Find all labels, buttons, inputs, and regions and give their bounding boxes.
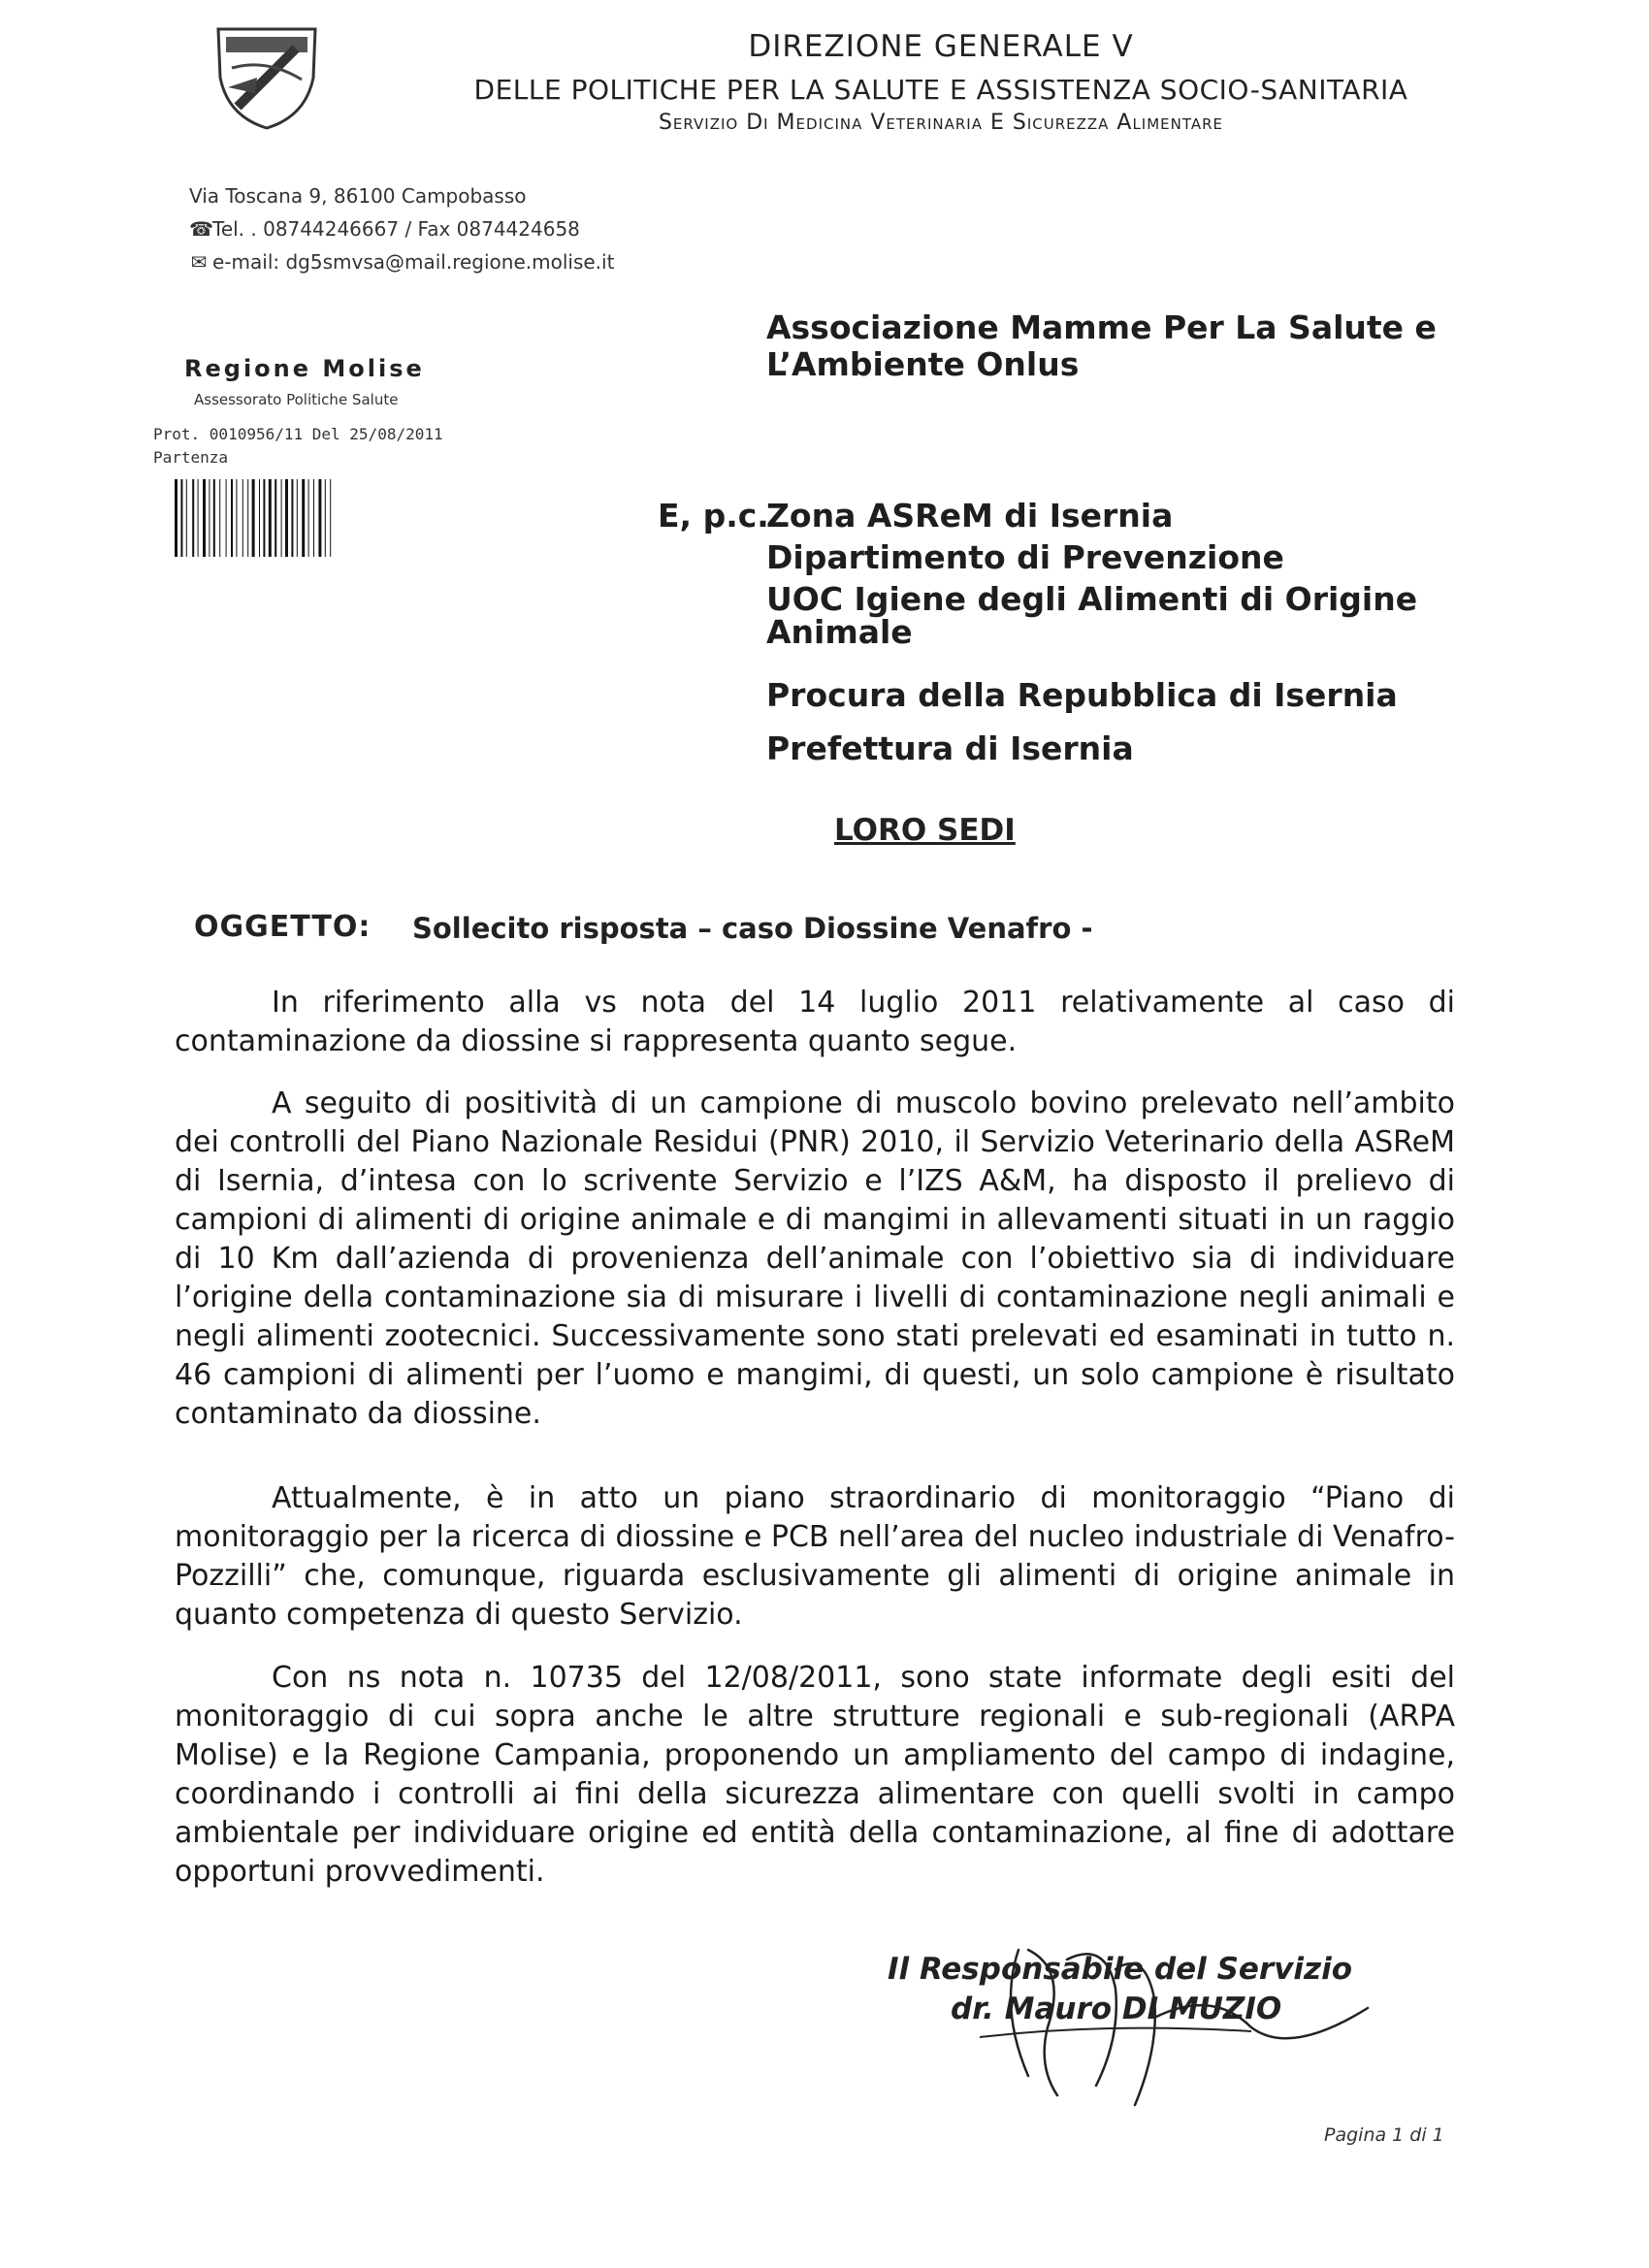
barcode-bar: [247, 479, 248, 557]
barcode-bar: [291, 479, 293, 557]
body-paragraph-3-text: Attualmente, è in atto un piano straordinario di monitoraggio “Piano di monitoraggio per la ricerca di diossine e PCB nell’area del nucleo industriale di Venafro-Pozzilli” che, comunque, riguarda esclusivamente gli alimenti di origine animale in quanto competenza di questo Servizio.: [175, 1481, 1455, 1632]
body-paragraph-4-text: Con ns nota n. 10735 del 12/08/2011, sono state informate degli esiti del monitoraggio di cui sopra anche le altre strutture regionali e sub-regionali (ARPA Molise) e la Regione Campania, proponendo un ampliamento del campo di indagine, coordinando i controlli ai fini della sicurezza alimentare con quelli svolti in campo ambientale per individuare origine ed entità della contaminazione, al fine di adottare opportuni provvedimenti.: [175, 1661, 1455, 1889]
barcode-bar: [209, 479, 210, 557]
page-number: Pagina 1 di 1: [1324, 2124, 1444, 2146]
header-line-1: DIREZIONE GENERALE V: [748, 29, 1134, 64]
regione-molise-crest-icon: [199, 19, 335, 134]
stamp-direction: Partenza: [153, 448, 229, 467]
subject-label: OGGETTO:: [194, 910, 372, 944]
recipient-cc1-line-3: UOC Igiene degli Alimenti di Origine: [766, 580, 1418, 618]
barcode: [173, 479, 454, 557]
body-paragraph-1: [175, 984, 1455, 1061]
address-street: Via Toscana 9, 86100 Campobasso: [189, 184, 527, 208]
address-phone-text: Tel. . 08744246667 / Fax 0874424658: [212, 217, 580, 241]
address-email-text: e-mail: dg5smvsa@mail.regione.molise.it: [212, 250, 615, 274]
recipient-primary-line-2: L’Ambiente Onlus: [766, 345, 1080, 383]
barcode-bar: [175, 479, 178, 557]
stamp-title: Regione Molise: [184, 355, 425, 382]
barcode-bar: [219, 479, 220, 557]
subject-text: Sollecito risposta – caso Diossine Venafro -: [412, 912, 1093, 945]
barcode-bar: [263, 479, 265, 557]
barcode-bar: [192, 479, 194, 557]
body-paragraph-2: [175, 1085, 1455, 1434]
barcode-bar: [198, 479, 199, 557]
barcode-bar: [252, 479, 255, 557]
barcode-bar: [325, 479, 326, 557]
loro-sedi: LORO SEDI: [834, 813, 1016, 848]
barcode-bar: [308, 479, 309, 557]
barcode-bar: [318, 479, 321, 557]
recipient-primary-line-1: Associazione Mamme Per La Salute e: [766, 308, 1437, 346]
address-phone: [189, 217, 580, 241]
barcode-bar: [213, 479, 215, 557]
signature-role: Il Responsabile del Servizio: [888, 1952, 1353, 1987]
signature-name: dr. Mauro DI MUZIO: [951, 1992, 1282, 2026]
handwritten-signature: [960, 1930, 1377, 2115]
barcode-bar: [226, 479, 227, 557]
phone-icon: ☎: [189, 217, 213, 241]
barcode-bar: [269, 479, 272, 557]
barcode-bar: [180, 479, 182, 557]
body-paragraph-1-text: In riferimento alla vs nota del 14 luglio 2011 relativamente al caso di contaminazione da diossine si rappresenta quanto segue.: [175, 986, 1455, 1058]
recipient-cc1-line-1: Zona ASReM di Isernia: [766, 497, 1174, 535]
barcode-bar: [231, 479, 233, 557]
address-email: [189, 250, 614, 274]
header-line-3: Servizio Di Medicina Veterinaria E Sicurezza Alimentare: [658, 111, 1224, 135]
email-icon: ✉: [190, 250, 208, 274]
recipient-cc1-line-2: Dipartimento di Prevenzione: [766, 538, 1284, 576]
barcode-bar: [285, 479, 288, 557]
recipient-cc3: Prefettura di Isernia: [766, 729, 1134, 767]
barcode-bar: [186, 479, 187, 557]
barcode-bar: [297, 479, 298, 557]
body-paragraph-2-text: A seguito di positività di un campione di muscolo bovino prelevato nell’ambito dei controlli del Piano Nazionale Residui (PNR) 2010, il Servizio Veterinario della ASReM di Isernia, d’intesa con lo scrivente Servizio e l’IZS A&M, ha disposto il prelievo di campioni di alimenti di origine animale e di mangimi in allevamenti situati in un raggio di 10 Km dall’azienda di provenienza dell’animale con l’obiettivo sia di individuare l’origine della contaminazione sia di misurare i livelli di contaminazione negli animali e negli alimenti zootecnici. Successivamente sono stati prelevati ed esaminati in tutto n. 46 campioni di alimenti per l’uomo e mangimi, di questi, un solo campione è risultato contaminato da diossine.: [175, 1086, 1455, 1431]
barcode-bar: [302, 479, 305, 557]
recipient-cc1-line-4: Animale: [766, 613, 913, 651]
barcode-bar: [203, 479, 206, 557]
barcode-bar: [242, 479, 243, 557]
barcode-bar: [281, 479, 282, 557]
body-paragraph-3: [175, 1479, 1455, 1635]
barcode-bar: [275, 479, 276, 557]
stamp-subtitle: Assessorato Politiche Salute: [194, 391, 399, 408]
recipient-cc2: Procura della Repubblica di Isernia: [766, 676, 1398, 714]
barcode-bar: [236, 479, 237, 557]
cc-label: E, p.c.: [658, 497, 769, 535]
barcode-bar: [330, 479, 331, 557]
stamp-protocol: Prot. 0010956/11 Del 25/08/2011: [153, 425, 443, 443]
body-paragraph-4: [175, 1659, 1455, 1892]
header-line-2: DELLE POLITICHE PER LA SALUTE E ASSISTENZA SOCIO-SANITARIA: [473, 74, 1408, 106]
barcode-bar: [259, 479, 260, 557]
barcode-bar: [313, 479, 314, 557]
